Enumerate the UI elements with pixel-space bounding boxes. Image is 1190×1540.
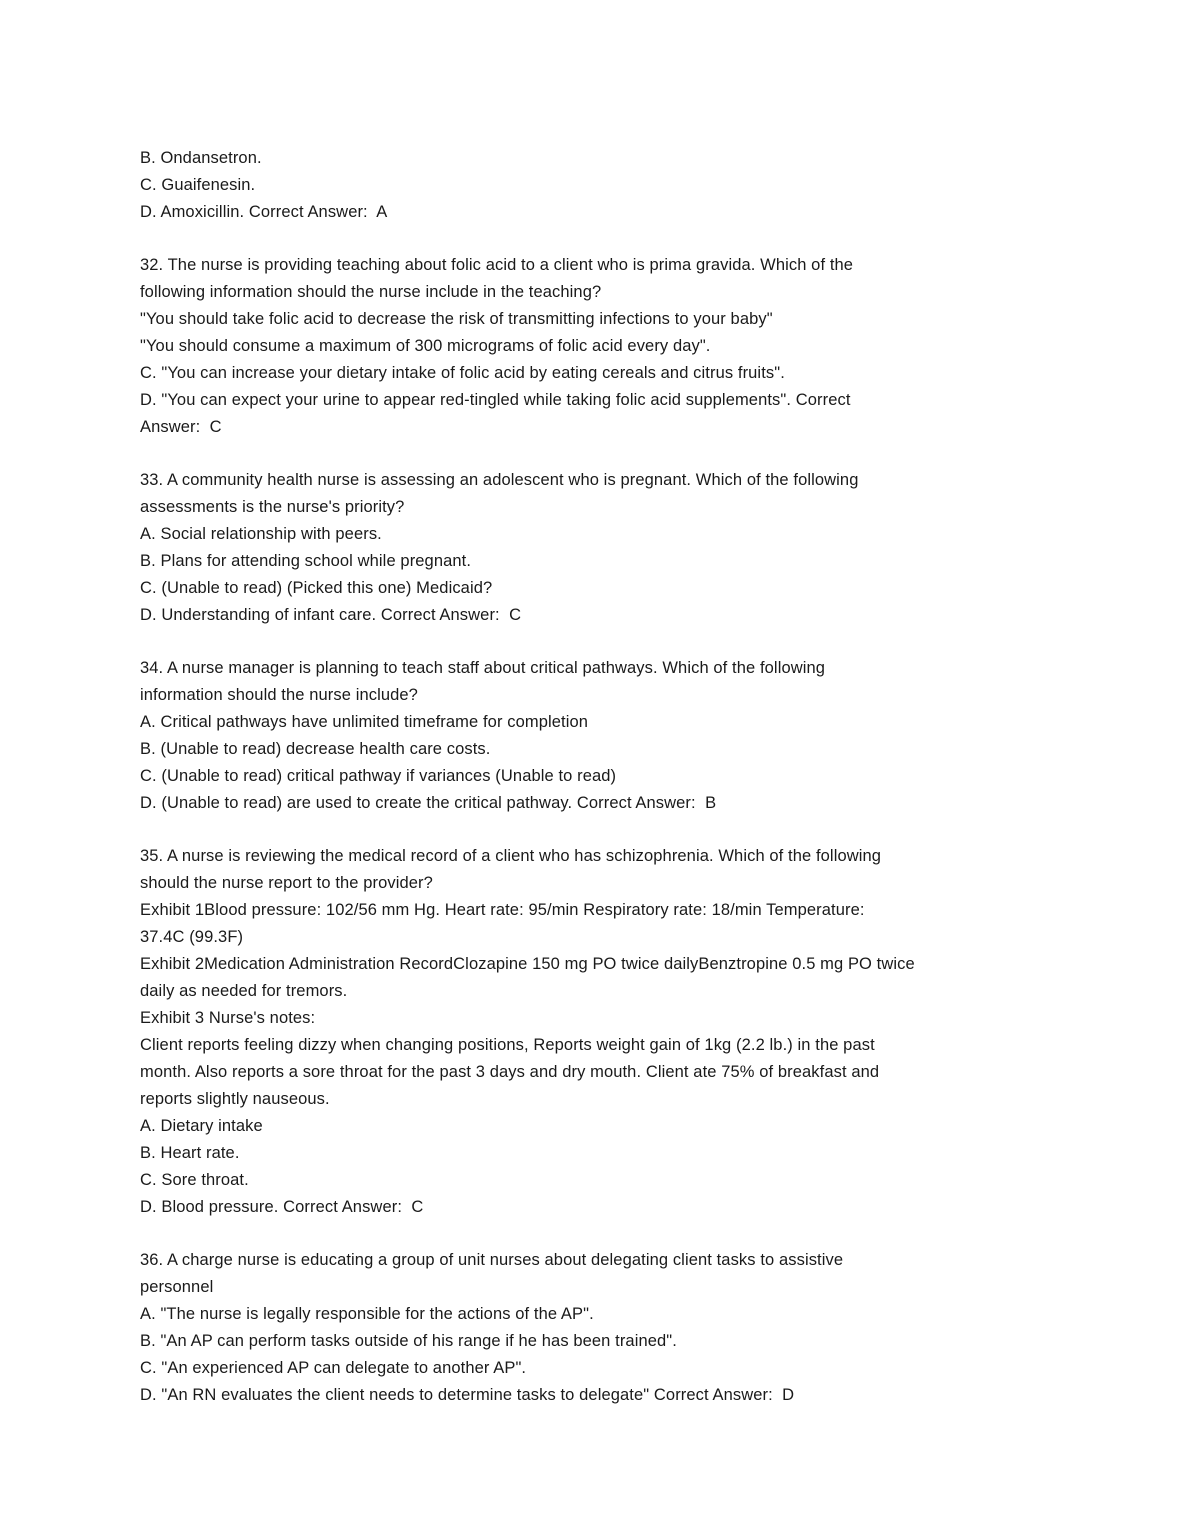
text-line: A. Dietary intake	[140, 1117, 263, 1135]
text-line: daily as needed for tremors.	[140, 982, 348, 1000]
text-line: A. Social relationship with peers.	[140, 525, 382, 543]
question-33	[140, 467, 1050, 629]
text-line: A. "The nurse is legally responsible for the actions of the AP".	[140, 1305, 594, 1323]
text-line: D. Understanding of infant care. Correct Answer: C	[140, 606, 522, 624]
text-line: C. "An experienced AP can delegate to another AP".	[140, 1359, 527, 1377]
text-line: D. (Unable to read) are used to create the critical pathway. Correct Answer: B	[140, 794, 717, 812]
text-line: 34. A nurse manager is planning to teach staff about critical pathways. Which of the following	[140, 659, 826, 677]
document-content	[140, 145, 1050, 1409]
question-31-options	[140, 145, 1050, 226]
text-line: Exhibit 2Medication Administration RecordClozapine 150 mg PO twice dailyBenztropine 0.5 mg PO twice	[140, 955, 915, 973]
text-line: B. (Unable to read) decrease health care costs.	[140, 740, 491, 758]
text-line: information should the nurse include?	[140, 686, 418, 704]
question-32	[140, 252, 1050, 441]
text-line: B. Plans for attending school while pregnant.	[140, 552, 472, 570]
text-line: Exhibit 1Blood pressure: 102/56 mm Hg. Heart rate: 95/min Respiratory rate: 18/min Temperature:	[140, 901, 865, 919]
text-line: 33. A community health nurse is assessing an adolescent who is pregnant. Which of the following	[140, 471, 859, 489]
text-line: A. Critical pathways have unlimited timeframe for completion	[140, 713, 589, 731]
question-34	[140, 655, 1050, 817]
text-line: D. "An RN evaluates the client needs to determine tasks to delegate" Correct Answer: D	[140, 1386, 795, 1404]
text-line: C. (Unable to read) critical pathway if variances (Unable to read)	[140, 767, 617, 785]
text-line: 35. A nurse is reviewing the medical record of a client who has schizophrenia. Which of the following	[140, 847, 882, 865]
text-line: Exhibit 3 Nurse's notes:	[140, 1009, 316, 1027]
text-line: D. Blood pressure. Correct Answer: C	[140, 1198, 424, 1216]
text-line: B. Heart rate.	[140, 1144, 240, 1162]
text-line: reports slightly nauseous.	[140, 1090, 330, 1108]
text-line: Answer: C	[140, 418, 222, 436]
text-line: assessments is the nurse's priority?	[140, 498, 405, 516]
text-line: 32. The nurse is providing teaching about folic acid to a client who is prima gravida. Which of the	[140, 256, 854, 274]
text-line: following information should the nurse include in the teaching?	[140, 283, 602, 301]
question-35	[140, 843, 1050, 1221]
text-line: month. Also reports a sore throat for the past 3 days and dry mouth. Client ate 75% of breakfast and	[140, 1063, 880, 1081]
text-line: C. Sore throat.	[140, 1171, 249, 1189]
text-line: Client reports feeling dizzy when changing positions, Reports weight gain of 1kg (2.2 lb.) in the past	[140, 1036, 875, 1054]
text-line: "You should take folic acid to decrease the risk of transmitting infections to your baby"	[140, 310, 773, 328]
text-line: D. "You can expect your urine to appear red-tingled while taking folic acid supplements". Correct	[140, 391, 851, 409]
text-line: D. Amoxicillin. Correct Answer: A	[140, 203, 388, 221]
text-line: "You should consume a maximum of 300 micrograms of folic acid every day".	[140, 337, 711, 355]
text-line: C. Guaifenesin.	[140, 176, 256, 194]
question-36	[140, 1247, 1050, 1409]
text-line: C. (Unable to read) (Picked this one) Medicaid?	[140, 579, 493, 597]
text-line: 37.4C (99.3F)	[140, 928, 244, 946]
text-line: personnel	[140, 1278, 214, 1296]
text-line: B. "An AP can perform tasks outside of his range if he has been trained".	[140, 1332, 677, 1350]
text-line: B. Ondansetron.	[140, 149, 262, 167]
text-line: 36. A charge nurse is educating a group of unit nurses about delegating client tasks to assistive	[140, 1251, 844, 1269]
text-line: C. "You can increase your dietary intake of folic acid by eating cereals and citrus fruits".	[140, 364, 785, 382]
text-line: should the nurse report to the provider?	[140, 874, 433, 892]
